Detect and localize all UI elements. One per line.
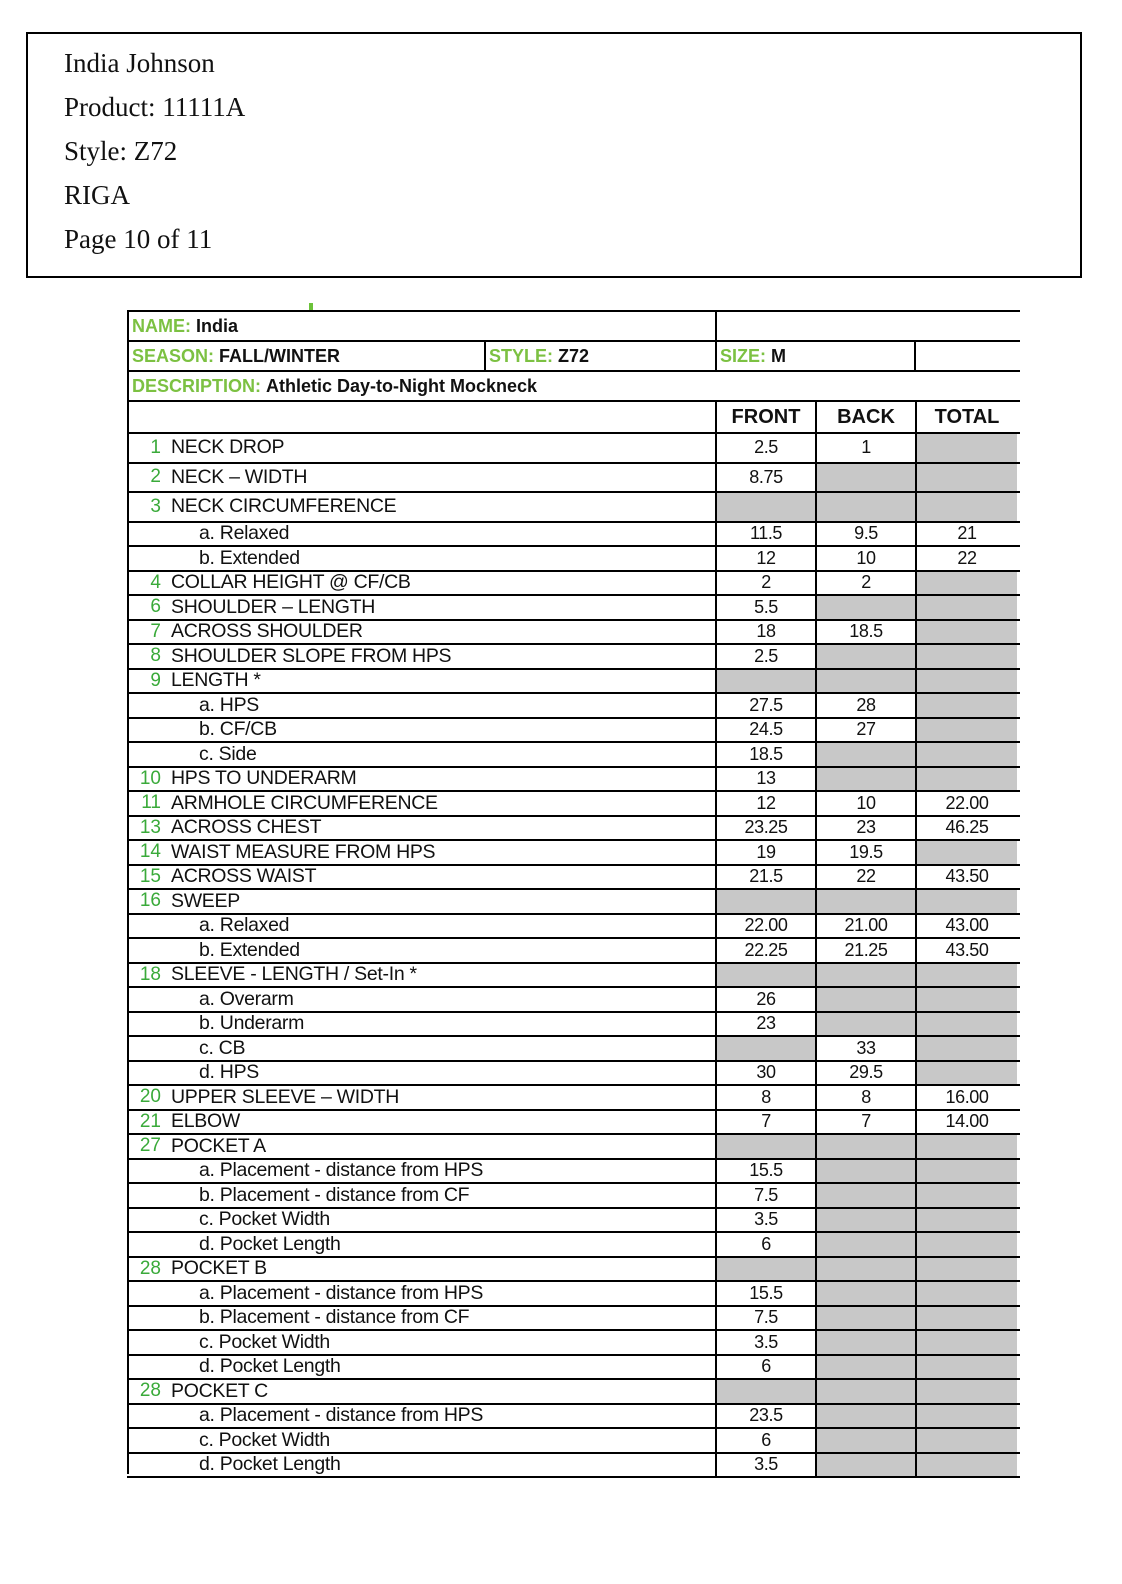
value-front: 11.5 xyxy=(749,523,783,544)
value-back xyxy=(817,1429,915,1452)
value-total xyxy=(917,645,1017,668)
row-number xyxy=(127,939,161,962)
value-front: 7.5 xyxy=(754,1307,778,1328)
row-number: 21 xyxy=(139,1110,161,1132)
measurement-name: ARMHOLE CIRCUMFERENCE xyxy=(171,791,438,814)
table-row xyxy=(127,594,1020,619)
value-total xyxy=(917,621,1017,644)
measurement-name: SHOULDER SLOPE FROM HPS xyxy=(171,644,452,667)
table-row xyxy=(127,864,1020,889)
table-row xyxy=(127,619,1020,644)
value-back xyxy=(817,743,915,766)
measurement-name: NECK DROP xyxy=(171,436,285,459)
value-total xyxy=(917,743,1017,766)
table-row xyxy=(127,545,1020,570)
table-row xyxy=(127,1207,1020,1232)
measurement-name: ACROSS SHOULDER xyxy=(171,620,363,643)
value-front: 8 xyxy=(761,1086,771,1107)
value-back: 9.5 xyxy=(854,523,878,544)
row-number xyxy=(127,1331,161,1354)
value-front: 22.25 xyxy=(744,939,788,960)
header-product: Product: 11111A xyxy=(64,92,246,122)
value-front: 2 xyxy=(761,572,771,593)
row-number: 14 xyxy=(139,841,161,863)
value-front: 15.5 xyxy=(749,1160,783,1181)
measurement-name: POCKET C xyxy=(171,1379,268,1402)
table-row xyxy=(127,1378,1020,1403)
measurement-name: b. CF/CB xyxy=(199,718,277,741)
value-front: 21.5 xyxy=(749,866,783,887)
row-number: 13 xyxy=(139,816,161,838)
table-row xyxy=(127,962,1020,987)
value-total: 46.25 xyxy=(945,817,989,838)
measurement-name: d. Pocket Length xyxy=(199,1232,341,1255)
table-row xyxy=(127,1256,1020,1281)
col-front-header: FRONT xyxy=(731,405,801,428)
table-row xyxy=(127,1427,1020,1452)
value-back xyxy=(817,1184,915,1207)
row-number xyxy=(127,1454,161,1477)
value-back xyxy=(817,1013,915,1036)
header-name: India Johnson xyxy=(64,48,215,78)
measurement-rows xyxy=(127,432,1020,1478)
row-number xyxy=(127,719,161,742)
size-value: M xyxy=(771,345,787,366)
column-header-row xyxy=(127,400,1020,432)
value-back: 23 xyxy=(856,817,876,838)
row-number xyxy=(127,1405,161,1428)
measurement-name: HPS TO UNDERARM xyxy=(171,767,357,790)
row-number xyxy=(127,523,161,546)
value-total xyxy=(917,1356,1017,1379)
description-field xyxy=(129,372,537,400)
row-number: 18 xyxy=(139,963,161,985)
value-total xyxy=(917,1429,1017,1452)
value-total xyxy=(917,890,1017,913)
table-row xyxy=(127,643,1020,668)
value-back xyxy=(817,464,915,492)
value-front xyxy=(717,890,815,913)
value-back xyxy=(817,1258,915,1281)
measurement-name: b. Extended xyxy=(199,938,300,961)
value-total xyxy=(917,719,1017,742)
value-front: 19 xyxy=(756,841,776,862)
value-front: 23.5 xyxy=(749,1405,783,1426)
measurement-name: LENGTH * xyxy=(171,669,261,692)
measurement-name: d. HPS xyxy=(199,1061,259,1084)
value-total xyxy=(917,1184,1017,1207)
value-back: 22 xyxy=(856,866,876,887)
table-row xyxy=(127,521,1020,546)
measurement-name: POCKET B xyxy=(171,1257,267,1280)
value-front: 6 xyxy=(761,1429,771,1450)
value-back: 33 xyxy=(856,1037,876,1058)
value-total: 22 xyxy=(957,547,977,568)
value-back xyxy=(817,1356,915,1379)
value-back xyxy=(817,596,915,619)
table-row xyxy=(127,717,1020,742)
value-front xyxy=(717,1135,815,1158)
measurement-name: a. Relaxed xyxy=(199,522,290,545)
table-row xyxy=(127,1403,1020,1428)
table-row xyxy=(127,432,1020,462)
value-front: 23 xyxy=(756,1013,776,1034)
row-number: 11 xyxy=(141,792,161,814)
value-front: 7.5 xyxy=(754,1184,778,1205)
table-row xyxy=(127,1011,1020,1036)
row-number xyxy=(127,1160,161,1183)
value-total xyxy=(917,596,1017,619)
table-row xyxy=(127,741,1020,766)
measurement-name: a. Placement - distance from HPS xyxy=(199,1159,484,1182)
value-front: 12 xyxy=(756,547,776,568)
value-back: 21.00 xyxy=(844,915,888,936)
document-header xyxy=(26,32,1082,278)
measurement-name: b. Extended xyxy=(199,546,300,569)
value-total xyxy=(917,1013,1017,1036)
value-back: 2 xyxy=(861,572,871,593)
row-number xyxy=(127,1013,161,1036)
row-number: 6 xyxy=(150,596,161,618)
value-back xyxy=(817,768,915,791)
row-number xyxy=(127,1184,161,1207)
measurement-name: c. Pocket Width xyxy=(199,1208,330,1231)
table-row xyxy=(127,888,1020,913)
value-front: 3.5 xyxy=(754,1331,778,1352)
value-total xyxy=(917,572,1017,595)
description-label: DESCRIPTION: xyxy=(132,375,262,396)
measurement-name: a. HPS xyxy=(199,693,259,716)
measurement-name: NECK CIRCUMFERENCE xyxy=(171,495,397,518)
table-row xyxy=(127,937,1020,962)
row-number: 20 xyxy=(139,1086,161,1108)
value-front: 3.5 xyxy=(754,1454,778,1475)
measurement-name: b. Underarm xyxy=(199,1012,305,1035)
value-back: 1 xyxy=(861,437,871,458)
value-total xyxy=(917,1331,1017,1354)
measurement-name: UPPER SLEEVE – WIDTH xyxy=(171,1085,400,1108)
measurement-name: SLEEVE - LENGTH / Set-In * xyxy=(171,963,417,986)
measurement-name: SHOULDER – LENGTH xyxy=(171,595,376,618)
table-row xyxy=(127,1231,1020,1256)
name-value: India xyxy=(196,315,239,336)
table-row xyxy=(127,1354,1020,1379)
value-total xyxy=(917,1209,1017,1232)
season-row xyxy=(127,340,1020,370)
value-front: 8.75 xyxy=(749,466,783,487)
value-front xyxy=(717,1258,815,1281)
measurement-name: ACROSS WAIST xyxy=(171,865,317,888)
value-back xyxy=(817,1454,915,1477)
value-total: 43.50 xyxy=(945,866,989,887)
value-total: 22.00 xyxy=(945,792,989,813)
row-number: 15 xyxy=(139,865,161,887)
row-number xyxy=(127,1282,161,1305)
value-back xyxy=(817,988,915,1011)
row-number: 28 xyxy=(139,1257,161,1279)
value-back xyxy=(817,1209,915,1232)
row-number xyxy=(127,1356,161,1379)
value-total xyxy=(917,1405,1017,1428)
table-row xyxy=(127,815,1020,840)
row-number xyxy=(127,1429,161,1452)
measurement-name: b. Placement - distance from CF xyxy=(199,1306,470,1329)
row-number xyxy=(127,694,161,717)
value-front: 6 xyxy=(761,1356,771,1377)
value-total xyxy=(917,670,1017,693)
row-number: 16 xyxy=(139,890,161,912)
table-row xyxy=(127,1182,1020,1207)
row-number xyxy=(127,1307,161,1330)
value-front xyxy=(717,1037,815,1060)
value-back: 21.25 xyxy=(844,939,888,960)
value-front: 2.5 xyxy=(754,437,778,458)
value-back: 10 xyxy=(856,547,876,568)
value-front: 12 xyxy=(756,792,776,813)
style-field xyxy=(486,342,589,370)
header-org: RIGA xyxy=(64,180,130,210)
value-front: 7 xyxy=(761,1111,771,1132)
row-number: 27 xyxy=(139,1135,161,1157)
value-total xyxy=(917,768,1017,791)
value-total xyxy=(917,964,1017,987)
measurement-name: c. Pocket Width xyxy=(199,1330,330,1353)
table-row xyxy=(127,692,1020,717)
value-back xyxy=(817,1233,915,1256)
table-row xyxy=(127,668,1020,693)
table-row xyxy=(127,1084,1020,1109)
value-back xyxy=(817,964,915,987)
measurement-name: COLLAR HEIGHT @ CF/CB xyxy=(171,571,411,594)
name-row-divider xyxy=(715,312,717,340)
table-row xyxy=(127,1060,1020,1085)
table-row xyxy=(127,1133,1020,1158)
description-row xyxy=(127,370,1020,400)
value-total xyxy=(917,1037,1017,1060)
value-back: 8 xyxy=(861,1086,871,1107)
value-front: 18.5 xyxy=(749,743,783,764)
value-back: 27 xyxy=(856,719,876,740)
row-number: 9 xyxy=(150,669,161,691)
value-front: 13 xyxy=(756,768,776,789)
measurement-name: NECK – WIDTH xyxy=(171,465,308,488)
size-field xyxy=(717,342,786,370)
value-total xyxy=(917,1380,1017,1403)
table-row xyxy=(127,462,1020,492)
table-row xyxy=(127,1305,1020,1330)
value-back xyxy=(817,1331,915,1354)
measurement-name: c. CB xyxy=(199,1036,246,1059)
value-total xyxy=(917,464,1017,492)
value-front: 23.25 xyxy=(744,817,788,838)
value-back: 10 xyxy=(856,792,876,813)
measurement-name: a. Placement - distance from HPS xyxy=(199,1281,484,1304)
season-field xyxy=(129,342,340,370)
value-total xyxy=(917,1135,1017,1158)
value-total xyxy=(917,1062,1017,1085)
table-row xyxy=(127,491,1020,521)
row-number: 3 xyxy=(150,495,161,517)
measurement-name: POCKET A xyxy=(171,1134,266,1157)
table-row xyxy=(127,913,1020,938)
value-front: 27.5 xyxy=(749,694,783,715)
value-total: 16.00 xyxy=(945,1086,989,1107)
row-number: 1 xyxy=(150,436,161,458)
style-label: STYLE: xyxy=(489,345,554,366)
measurement-name: WAIST MEASURE FROM HPS xyxy=(171,840,436,863)
value-total xyxy=(917,493,1017,521)
measurement-name: c. Pocket Width xyxy=(199,1428,330,1451)
measurement-name: c. Side xyxy=(199,742,257,765)
value-total xyxy=(917,988,1017,1011)
size-divider xyxy=(914,342,916,370)
value-back xyxy=(817,1282,915,1305)
value-back xyxy=(817,890,915,913)
value-total xyxy=(917,694,1017,717)
value-back xyxy=(817,1307,915,1330)
value-total: 14.00 xyxy=(945,1111,989,1132)
value-front xyxy=(717,493,815,521)
description-value: Athletic Day-to-Night Mockneck xyxy=(266,375,538,396)
table-bottom-rule xyxy=(127,1476,1020,1478)
value-total xyxy=(917,1307,1017,1330)
table-row xyxy=(127,1035,1020,1060)
value-back: 28 xyxy=(856,694,876,715)
table-row xyxy=(127,766,1020,791)
value-front: 26 xyxy=(756,988,776,1009)
row-number xyxy=(127,988,161,1011)
season-value: FALL/WINTER xyxy=(219,345,341,366)
value-back: 7 xyxy=(861,1111,871,1132)
value-front: 15.5 xyxy=(749,1282,783,1303)
row-number xyxy=(127,915,161,938)
value-front: 3.5 xyxy=(754,1209,778,1230)
value-front: 6 xyxy=(761,1233,771,1254)
value-front: 24.5 xyxy=(749,719,783,740)
measurement-name: a. Placement - distance from HPS xyxy=(199,1404,484,1427)
value-back: 19.5 xyxy=(849,841,883,862)
table-row xyxy=(127,839,1020,864)
value-back: 18.5 xyxy=(849,621,883,642)
measurement-name: SWEEP xyxy=(171,889,240,912)
measurement-name: b. Placement - distance from CF xyxy=(199,1183,470,1206)
value-back xyxy=(817,670,915,693)
value-back xyxy=(817,1160,915,1183)
header-style: Style: Z72 xyxy=(64,136,178,166)
value-total: 21 xyxy=(957,523,977,544)
season-label: SEASON: xyxy=(132,345,215,366)
row-number xyxy=(127,547,161,570)
value-total xyxy=(917,1160,1017,1183)
measurement-name: ACROSS CHEST xyxy=(171,816,322,839)
value-back xyxy=(817,493,915,521)
measurement-name: d. Pocket Length xyxy=(199,1355,341,1378)
value-total xyxy=(917,841,1017,864)
name-label: NAME: xyxy=(132,315,191,336)
value-front: 5.5 xyxy=(754,596,778,617)
row-number: 10 xyxy=(139,767,161,789)
value-front: 22.00 xyxy=(744,915,788,936)
measurement-name: a. Relaxed xyxy=(199,914,290,937)
value-front: 2.5 xyxy=(754,645,778,666)
row-number: 8 xyxy=(150,645,161,667)
value-front xyxy=(717,964,815,987)
row-number: 28 xyxy=(139,1380,161,1402)
value-total: 43.00 xyxy=(945,915,989,936)
value-back xyxy=(817,1405,915,1428)
row-number: 7 xyxy=(150,620,161,642)
value-total xyxy=(917,1258,1017,1281)
col-back-header: BACK xyxy=(837,405,895,428)
value-front: 18 xyxy=(756,621,776,642)
row-number: 4 xyxy=(150,571,161,593)
value-back xyxy=(817,645,915,668)
value-back xyxy=(817,1380,915,1403)
style-value: Z72 xyxy=(558,345,590,366)
row-number xyxy=(127,1062,161,1085)
table-row xyxy=(127,1452,1020,1477)
value-total xyxy=(917,1454,1017,1477)
value-total xyxy=(917,1282,1017,1305)
measurement-name: a. Overarm xyxy=(199,987,294,1010)
value-front xyxy=(717,670,815,693)
value-front xyxy=(717,1380,815,1403)
value-back xyxy=(817,1135,915,1158)
name-row xyxy=(127,310,1020,340)
row-number xyxy=(127,743,161,766)
value-total xyxy=(917,434,1017,462)
table-row xyxy=(127,1158,1020,1183)
row-number: 2 xyxy=(150,466,161,488)
table-row xyxy=(127,1109,1020,1134)
measurement-name: d. Pocket Length xyxy=(199,1453,341,1476)
row-number xyxy=(127,1209,161,1232)
table-row xyxy=(127,570,1020,595)
table-row xyxy=(127,1329,1020,1354)
row-number xyxy=(127,1037,161,1060)
name-field xyxy=(129,312,238,340)
spec-sheet xyxy=(127,310,1020,1478)
col-total-header: TOTAL xyxy=(934,405,1000,428)
table-row xyxy=(127,986,1020,1011)
measurement-name: ELBOW xyxy=(171,1110,240,1133)
header-page: Page 10 of 11 xyxy=(64,224,213,254)
row-number xyxy=(127,1233,161,1256)
value-total: 43.50 xyxy=(945,939,989,960)
table-row xyxy=(127,1280,1020,1305)
value-total xyxy=(917,1233,1017,1256)
value-back: 29.5 xyxy=(849,1062,883,1083)
size-label: SIZE: xyxy=(720,345,767,366)
table-row xyxy=(127,790,1020,815)
value-front: 30 xyxy=(756,1062,776,1083)
